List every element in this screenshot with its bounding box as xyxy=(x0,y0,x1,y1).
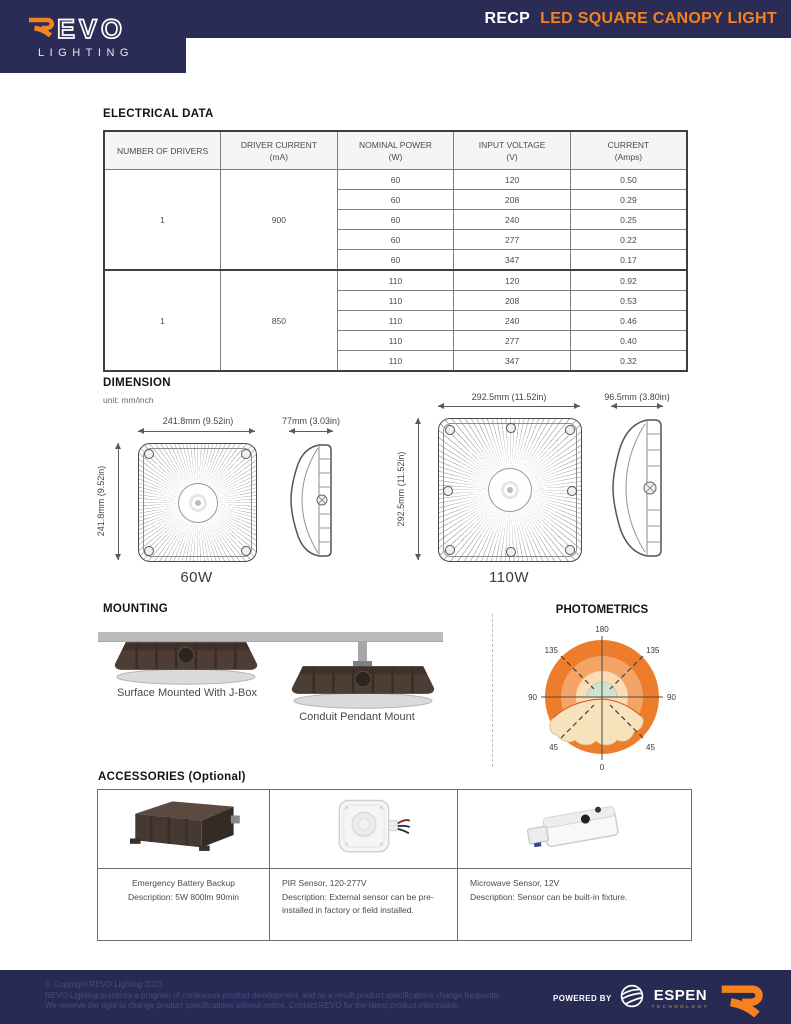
accessory-description: Description: Sensor can be built-in fixture. xyxy=(470,891,628,902)
footer-legal xyxy=(45,980,501,1012)
battery-backup-image xyxy=(98,790,270,869)
table-row: 1 850 110 120 0.92 xyxy=(104,270,687,291)
model-code: RECP xyxy=(484,10,531,27)
fixture-name-110w: 110W xyxy=(488,569,530,586)
accessory-item xyxy=(270,869,458,941)
pir-sensor-image xyxy=(270,790,458,869)
mount-label-surface: Surface Mounted With J-Box xyxy=(116,687,257,699)
espen-globe-icon xyxy=(619,983,645,1014)
espen-wordmark: ESPEN xyxy=(653,986,708,1004)
table-row: 60 240 0.25 xyxy=(104,210,687,230)
section-divider xyxy=(492,614,493,767)
screw-icon xyxy=(565,425,575,435)
cell: 120 xyxy=(454,170,571,190)
dim-line xyxy=(418,418,419,560)
angle-label: 135 xyxy=(544,646,558,655)
table-row: 110 347 0.32 xyxy=(104,351,687,372)
dim-depth-110w: 96.5mm (3.80in) xyxy=(604,392,670,402)
product-name: LED SQUARE CANOPY LIGHT xyxy=(540,10,777,27)
dim-line xyxy=(438,406,580,407)
angle-label: 45 xyxy=(549,743,558,752)
table-row: 60 347 0.17 xyxy=(104,250,687,271)
dim-line xyxy=(289,431,333,432)
accessory-item xyxy=(458,869,692,941)
accessory-description: Description: External sensor can be pre-installed in factory or field installed. xyxy=(282,891,434,915)
accessory-title: Microwave Sensor, 12V xyxy=(470,878,560,888)
angle-label: 45 xyxy=(646,743,655,752)
cell: 900 xyxy=(221,170,338,271)
table-row: 110 240 0.46 xyxy=(104,311,687,331)
page-title xyxy=(484,0,777,38)
table-row xyxy=(104,170,687,190)
dim-line xyxy=(138,431,255,432)
screw-icon xyxy=(445,545,455,555)
fixture-110w-side-drawing xyxy=(611,418,663,563)
dim-line xyxy=(611,406,663,407)
accessory-title: Emergency Battery Backup xyxy=(132,878,235,888)
dim-width-110w: 292.5mm (11.52in) xyxy=(471,392,547,402)
screw-icon xyxy=(506,547,516,557)
table-row: 110 208 0.53 xyxy=(104,291,687,311)
accessories-heading: ACCESSORIES (Optional) xyxy=(98,771,246,783)
microwave-sensor-image xyxy=(458,790,692,869)
footer-bar xyxy=(0,970,791,1024)
photometric-polar-chart xyxy=(517,620,687,777)
lens-hub xyxy=(488,468,532,512)
legal-line: We reserve the right to change product specifications without notice. Contact REVO for the latest product information. xyxy=(45,1001,461,1010)
screw-icon xyxy=(144,546,154,556)
lens-hub xyxy=(178,483,218,523)
table-row: 60 208 0.29 xyxy=(104,190,687,210)
col-header: INPUT VOLTAGE (V) xyxy=(454,131,571,170)
revo-r-icon xyxy=(27,12,57,45)
dim-height-110w: 292.5mm (11.52in) xyxy=(396,451,406,527)
angle-label: 90 xyxy=(528,693,537,702)
dim-depth-60w: 77mm (3.03in) xyxy=(281,416,341,426)
table-row: 60 277 0.22 xyxy=(104,230,687,250)
photometrics-heading: PHOTOMETRICS xyxy=(555,604,649,616)
col-header: CURRENT (Amps) xyxy=(570,131,687,170)
espen-sub: TECHNOLOGY xyxy=(651,1003,710,1009)
fixture-name-60w: 60W xyxy=(180,569,213,586)
screw-icon xyxy=(445,425,455,435)
accessory-title: PIR Sensor, 120-277V xyxy=(282,878,367,888)
cell: 0.50 xyxy=(570,170,687,190)
fixture-60w-front-drawing xyxy=(138,443,257,562)
col-header: NUMBER OF DRIVERS xyxy=(104,131,221,170)
espen-logo xyxy=(652,988,710,1010)
logo-text: EVO xyxy=(57,13,127,44)
cell: 1 xyxy=(104,170,221,271)
legal-line: REVO Lighting practices a program of continuous product development, and as a result product specifications change frequently. xyxy=(45,990,502,1000)
electrical-heading: ELECTRICAL DATA xyxy=(103,108,214,120)
powered-by xyxy=(553,983,709,1014)
revo-r-footer-icon xyxy=(716,981,770,1022)
angle-label: 90 xyxy=(667,693,676,702)
screw-icon xyxy=(506,423,516,433)
pendant-mount-fixture-image xyxy=(289,664,437,715)
surface-mount-fixture-image xyxy=(112,640,260,691)
dim-width-60w: 241.8mm (9.52in) xyxy=(162,416,234,426)
angle-label: 135 xyxy=(646,646,660,655)
screw-icon xyxy=(144,449,154,459)
dimension-heading: DIMENSION xyxy=(103,377,171,389)
fixture-60w-side-drawing xyxy=(289,443,333,563)
accessory-description: Description: 5W 800lm 90min xyxy=(127,891,239,902)
dim-line xyxy=(118,443,119,560)
mount-label-pendant: Conduit Pendant Mount xyxy=(299,711,415,723)
accessory-item xyxy=(98,869,270,941)
col-header: DRIVER CURRENT (mA) xyxy=(221,131,338,170)
dim-height-60w: 241.8mm (9.52in) xyxy=(96,465,106,537)
revo-logo-block xyxy=(0,0,186,73)
table-row: 110 277 0.40 xyxy=(104,331,687,351)
unit-note: unit: mm/inch xyxy=(103,395,154,405)
angle-label: 0 xyxy=(599,763,605,772)
copyright-line: © Copyright REVO Lighting 2023 xyxy=(45,980,163,989)
screw-icon xyxy=(241,546,251,556)
logo-subtitle: LIGHTING xyxy=(38,47,134,59)
angle-label: 180 xyxy=(595,625,609,634)
fixture-110w-front-drawing xyxy=(438,418,582,562)
screw-icon xyxy=(241,449,251,459)
electrical-table xyxy=(103,130,688,372)
screw-icon xyxy=(567,486,577,496)
screw-icon xyxy=(565,545,575,555)
powered-by-label: POWERED BY xyxy=(553,994,612,1003)
mounting-heading: MOUNTING xyxy=(103,603,169,615)
screw-icon xyxy=(443,486,453,496)
col-header: NOMINAL POWER (W) xyxy=(337,131,454,170)
cell: 60 xyxy=(337,170,454,190)
accessories-table xyxy=(97,789,692,941)
